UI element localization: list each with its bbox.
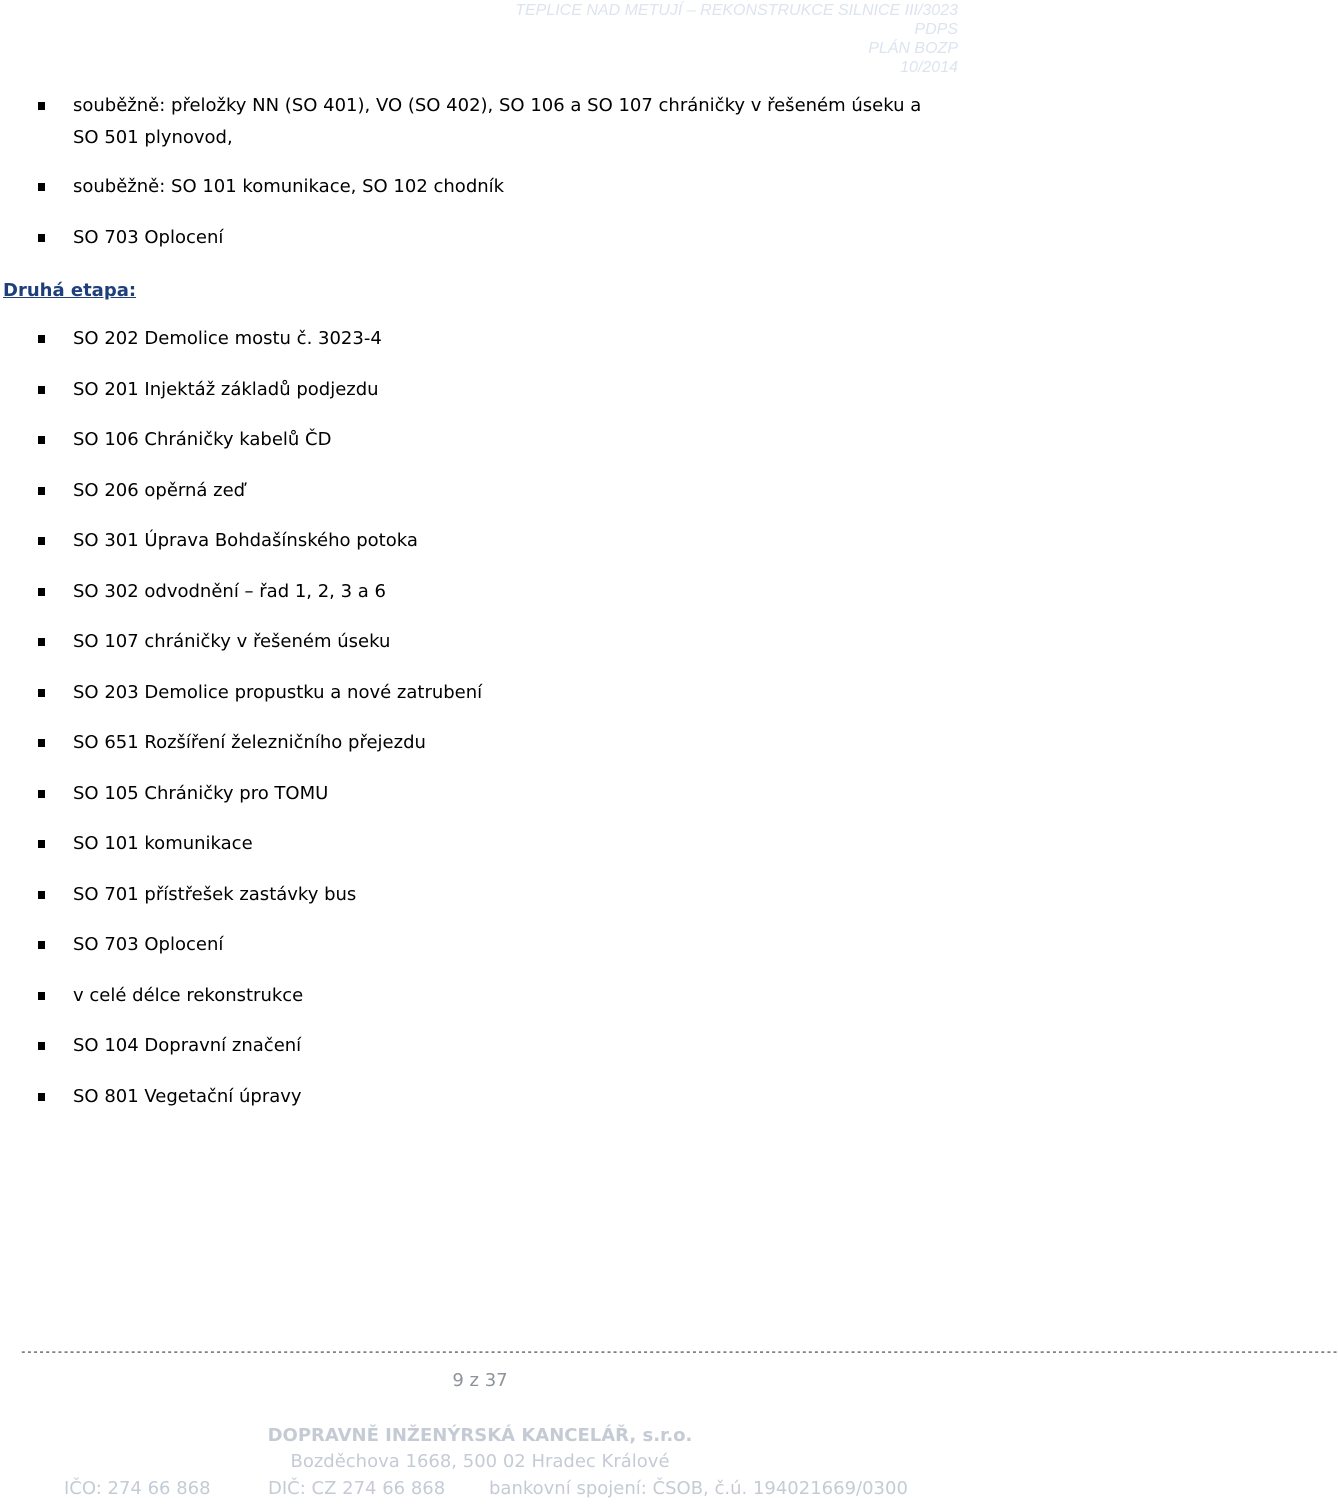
square-bullet-icon	[38, 739, 45, 747]
square-bullet-icon	[38, 992, 45, 1000]
footer-dashed-divider: ------------------------------------------------------------------------------------------------------------------------------------------------------------------------------------------------------------------------	[20, 1347, 1338, 1359]
header-date: 10/2014	[900, 59, 958, 76]
square-bullet-icon	[38, 891, 45, 899]
header-phase: PDPS	[914, 21, 958, 38]
square-bullet-icon	[38, 1093, 45, 1101]
footer-bank: bankovní spojení: ČSOB, č.ú. 194021669/0300	[489, 1478, 908, 1499]
square-bullet-icon	[38, 537, 45, 545]
page-number: 9 z 37	[452, 1370, 508, 1391]
page-header	[515, 1, 958, 77]
square-bullet-icon	[38, 335, 45, 343]
header-doc-type: PLÁN BOZP	[868, 40, 958, 57]
square-bullet-icon	[38, 588, 45, 596]
square-bullet-icon	[38, 689, 45, 697]
square-bullet-icon	[38, 1042, 45, 1050]
square-bullet-icon	[38, 790, 45, 798]
square-bullet-icon	[38, 234, 45, 242]
square-bullet-icon	[38, 487, 45, 495]
footer-ico: IČO: 274 66 868	[64, 1478, 211, 1499]
header-project-title: TEPLICE NAD METUJÍ – REKONSTRUKCE SILNICE III/3023	[515, 2, 958, 19]
square-bullet-icon	[38, 436, 45, 444]
footer-company-name: DOPRAVNĚ INŽENÝRSKÁ KANCELÁŘ, s.r.o.	[267, 1425, 693, 1446]
square-bullet-icon	[38, 386, 45, 394]
footer-dic: DIČ: CZ 274 66 868	[268, 1478, 446, 1499]
square-bullet-icon	[38, 102, 45, 110]
square-bullet-icon	[38, 638, 45, 646]
section-heading: Druhá etapa:	[3, 280, 137, 301]
footer-address: Bozděchova 1668, 500 02 Hradec Králové	[290, 1451, 670, 1472]
square-bullet-icon	[38, 840, 45, 848]
square-bullet-icon	[38, 941, 45, 949]
square-bullet-icon	[38, 183, 45, 191]
